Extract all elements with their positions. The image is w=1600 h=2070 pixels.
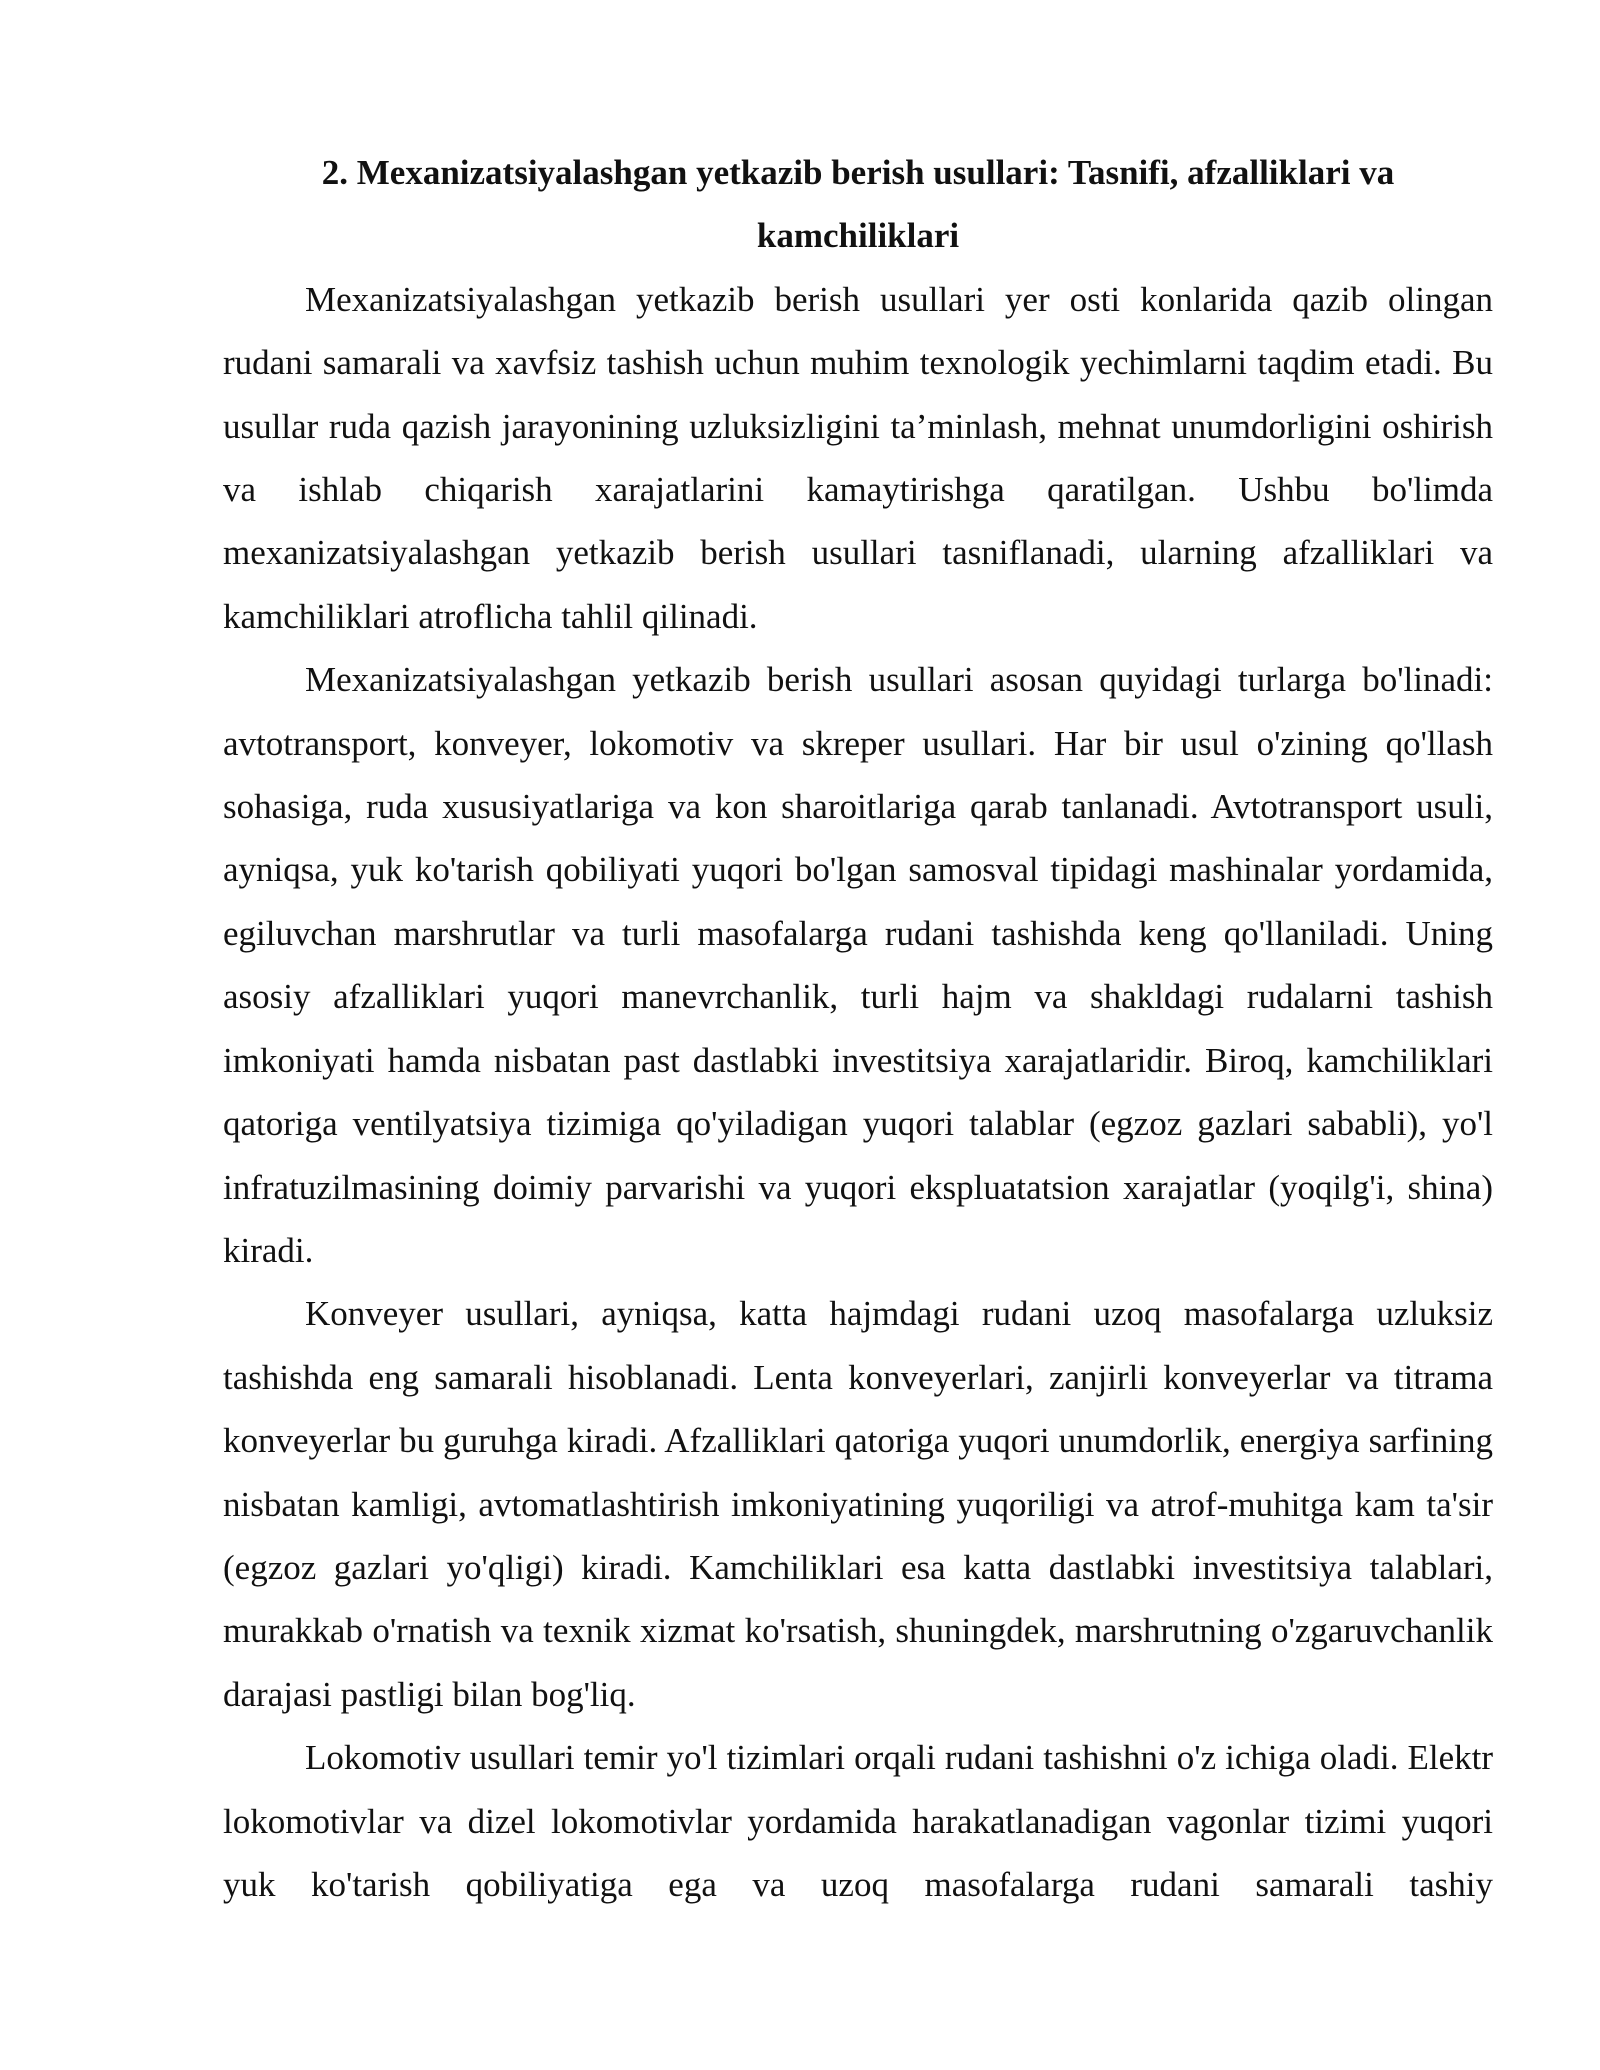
section-title: 2. Mexanizatsiyalashgan yetkazib berish usullari: Tasnifi, afzalliklari va kamchiliklari	[321, 153, 1395, 256]
paragraph-intro: Mexanizatsiyalashgan yetkazib berish usullari yer osti konlarida qazib olingan rudani samarali va xavfsiz tashish uchun muhim texnologik yechimlarni taqdim etadi. Bu usullar ruda qazish jarayonining uzluksizligini ta’minlash, mehnat unumdorligini oshirish va ishlab chiqarish xarajatlarini kamaytirishga qaratilgan. Ushbu bo'limda mexanizatsiyalashgan yetkazib berish usullari tasniflanadi, ularning afzalliklari va kamchiliklari atroflicha tahlil qilinadi.	[223, 279, 1493, 636]
paragraph-classification: Mexanizatsiyalashgan yetkazib berish usullari asosan quyidagi turlarga bo'linadi: avtotransport, konveyer, lokomotiv va skreper usullari. Har bir usul o'zining qo'llash sohasiga, ruda xususiyatlariga va kon sharoitlariga qarab tanlanadi. Avtotransport usuli, ayniqsa, yuk ko'tarish qobiliyati yuqori bo'lgan samosval tipidagi mashinalar yordamida, egiluvchan marshrutlar va turli masofalarga rudani tashishda keng qo'llaniladi. Uning asosiy afzalliklari yuqori manevrchanlik, turli hajm va shakldagi rudalarni tashish imkoniyati hamda nisbatan past dastlabki investitsiya xarajatlaridir. Biroq, kamchiliklari qatoriga ventilyatsiya tizimiga qo'yiladigan yuqori talablar (egzoz gazlari sababli), yo'l infratuzilmasining doimiy parvarishi va yuqori ekspluatatsion xarajatlar (yoqilg'i, shina) kiradi.	[223, 660, 1493, 1270]
paragraph-conveyor: Konveyer usullari, ayniqsa, katta hajmdagi rudani uzoq masofalarga uzluksiz tashishda eng samarali hisoblanadi. Lenta konveyerlari, zanjirli konveyerlar va titrama konveyerlar bu guruhga kiradi. Afzalliklari qatoriga yuqori unumdorlik, energiya sarfining nisbatan kamligi, avtomatlashtirish imkoniyatining yuqoriligi va atrof-muhitga kam ta'sir (egzoz gazlari yo'qligi) kiradi. Kamchiliklari esa katta dastlabki investitsiya talablari, murakkab o'rnatish va texnik xizmat ko'rsatish, shuningdek, marshrutning o'zgaruvchanlik darajasi pastligi bilan bog'liq.	[223, 1294, 1493, 1714]
document-body	[223, 141, 1493, 1916]
paragraph-locomotive: Lokomotiv usullari temir yo'l tizimlari orqali rudani tashishni o'z ichiga oladi. Elektr lokomotivlar va dizel lokomotivlar yordamida harakatlanadigan vagonlar tizimi yuqori yuk ko'tarish qobiliyatiga ega va uzoq masofalarga rudani samarali tashiy	[223, 1738, 1493, 1904]
